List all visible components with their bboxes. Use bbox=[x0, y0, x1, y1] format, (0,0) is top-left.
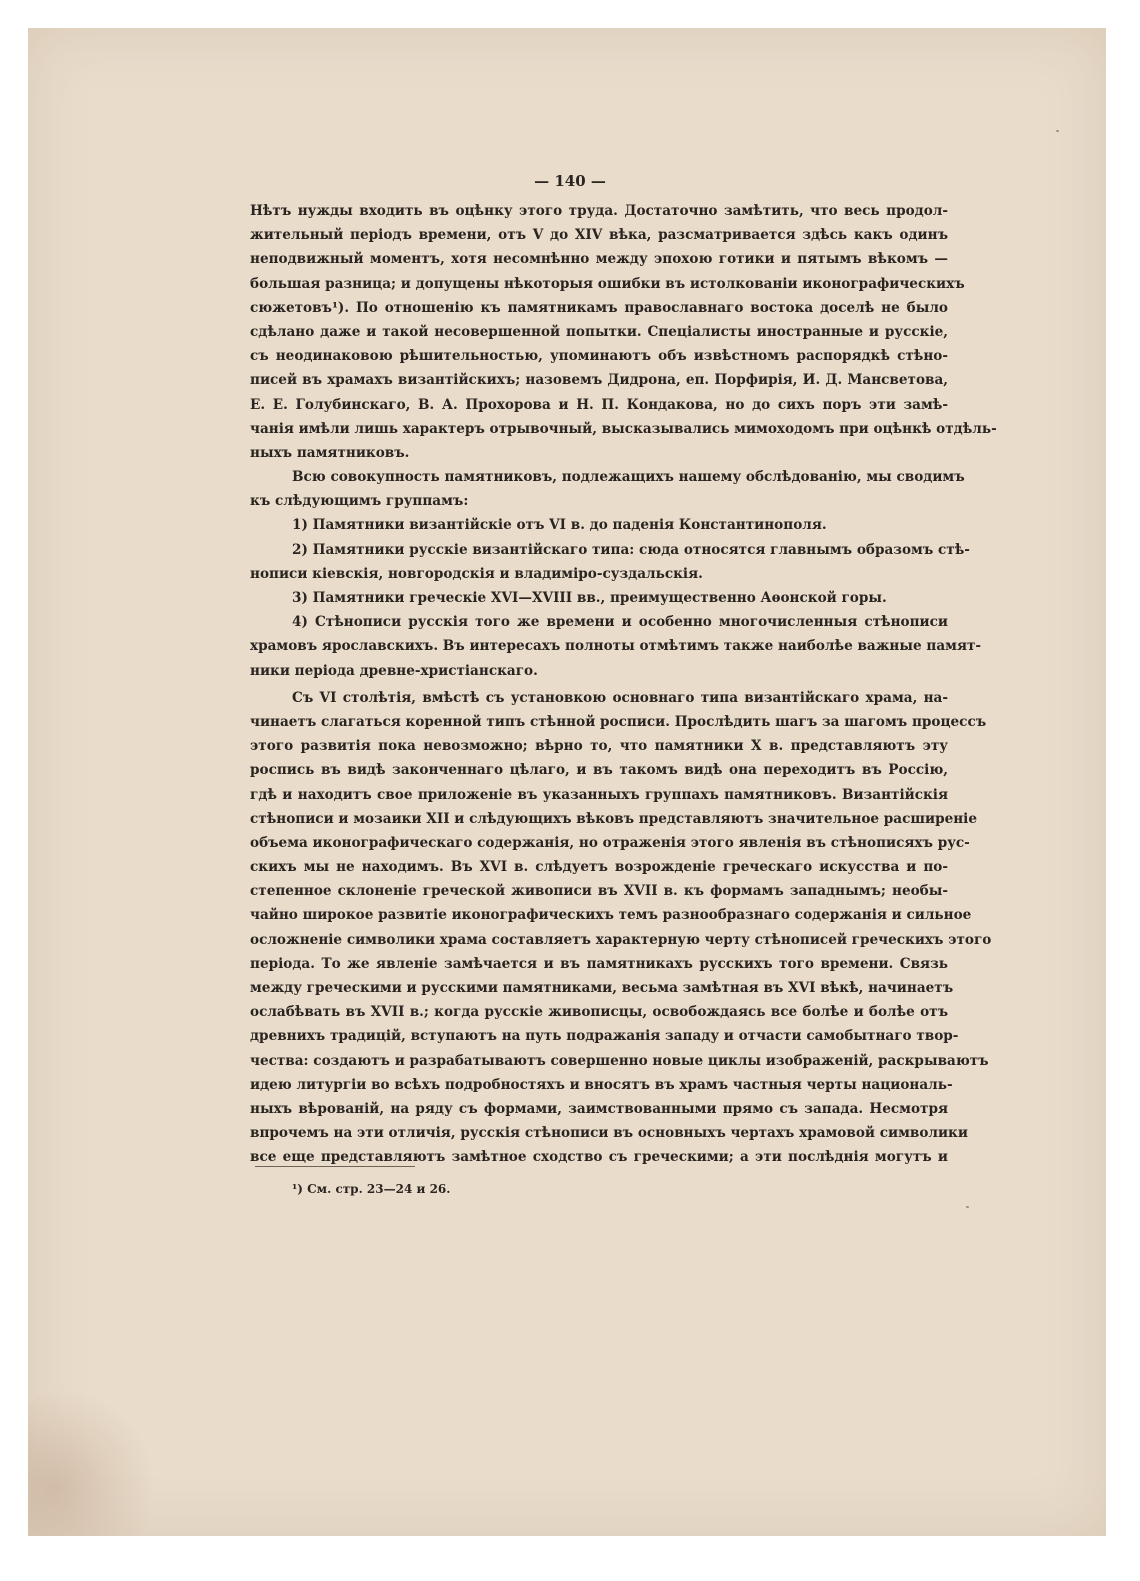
text-line: Всю совокупность памятниковъ, подлежащихъ нашему обслѣдованію, мы сводимъ bbox=[292, 469, 965, 486]
text-line: писей въ храмахъ византійскихъ; назовемъ Дидрона, еп. Порфирія, И. Д. Мансветова, bbox=[250, 372, 948, 389]
text-line: Е. Е. Голубинскаго, В. А. Прохорова и Н. П. Кондакова, но до сихъ поръ эти замѣ- bbox=[250, 396, 948, 413]
footnote: ¹) См. стр. 23—24 и 26. bbox=[292, 1182, 451, 1196]
text-line: 4) Стѣнописи русскія того же времени и особенно многочисленныя стѣнописи bbox=[292, 614, 948, 631]
text-line: идею литургіи во всѣхъ подробностяхъ и вносятъ въ храмъ частныя черты националь- bbox=[250, 1076, 953, 1093]
text-line: все еще представляютъ замѣтное сходство съ греческими; а эти послѣднія могутъ и bbox=[250, 1149, 948, 1166]
text-line: Нѣтъ нужды входить въ оцѣнку этого труда. Достаточно замѣтить, что весь продол- bbox=[250, 203, 948, 219]
text-line: Съ VI столѣтія, вмѣстѣ съ установкою основнаго типа византійскаго храма, на- bbox=[292, 689, 948, 706]
list-item bbox=[250, 513, 948, 537]
text-line: сдѣлано даже и такой несовершенной попытки. Спеціалисты иностранные и русскіе, bbox=[250, 323, 948, 340]
text-line: степенное склоненіе греческой живописи въ XVII в. къ формамъ западнымъ; необы- bbox=[250, 883, 948, 900]
text-line: этого развитія пока невозможно; вѣрно то, что памятники X в. представляютъ эту bbox=[250, 738, 948, 755]
list-item bbox=[250, 538, 970, 586]
paragraph bbox=[250, 199, 997, 465]
text-line: ныхъ памятниковъ. bbox=[250, 444, 410, 461]
footnote-divider bbox=[255, 1166, 415, 1167]
list-item bbox=[250, 610, 982, 683]
text-line: чинаетъ слагаться коренной типъ стѣнной росписи. Прослѣдить шагъ за шагомъ процессъ bbox=[250, 713, 987, 730]
text-line: нописи кіевскія, новгородскія и владиміро-суздальскія. bbox=[250, 565, 703, 582]
text-line: между греческими и русскими памятниками, весьма замѣтная въ XVI вѣкѣ, начинаетъ bbox=[250, 980, 954, 996]
text-line: 3) Памятники греческіе XVI—XVIII вв., преимущественно Аѳонской горы. bbox=[292, 590, 887, 606]
paper-stain bbox=[28, 1388, 158, 1536]
paper-speck bbox=[966, 1206, 969, 1208]
text-line: чанія имѣли лишь характеръ отрывочный, высказывались мимоходомъ при оцѣнкѣ отдѣль- bbox=[250, 420, 997, 437]
paper-speck bbox=[1056, 130, 1059, 132]
paragraph bbox=[250, 686, 992, 1170]
text-line: большая разница; и допущены нѣкоторыя ошибки въ истолкованіи иконографическихъ bbox=[250, 275, 965, 292]
text-line: 1) Памятники византійскіе отъ VI в. до паденія Константинополя. bbox=[292, 517, 827, 534]
text-line: стѣнописи и мозаики XII и слѣдующихъ вѣковъ представляютъ значительное расширеніе bbox=[250, 810, 977, 827]
text-line: періода. То же явленіе замѣчается и въ памятникахъ русскихъ того времени. Связь bbox=[250, 955, 948, 972]
text-line: чайно широкое развитіе иконографическихъ темъ разнообразнаго содержанія и сильное bbox=[250, 907, 972, 924]
text-line: храмовъ ярославскихъ. Въ интересахъ полноты отмѣтимъ также наиболѣе важные памят- bbox=[250, 638, 982, 655]
text-line: неподвижный моментъ, хотя несомнѣнно между эпохою готики и пятымъ вѣкомъ — bbox=[250, 251, 948, 268]
text-line: ослабѣвать въ XVII в.; когда русскіе живописцы, освобождаясь все болѣе и болѣе отъ bbox=[250, 1004, 948, 1021]
body-text bbox=[250, 199, 997, 1170]
text-line: осложненіе символики храма составляетъ характерную черту стѣнописей греческихъ этого bbox=[250, 931, 992, 948]
list-item bbox=[250, 586, 948, 610]
text-line: роспись въ видѣ законченнаго цѣлаго, и въ такомъ видѣ она переходитъ въ Россію, bbox=[250, 762, 948, 779]
text-line: жительный періодъ времени, отъ V до XIV вѣка, разсматривается здѣсь какъ одинъ bbox=[250, 227, 948, 244]
text-line: ныхъ вѣрованій, на ряду съ формами, заимствованными прямо съ запада. Несмотря bbox=[250, 1100, 948, 1117]
text-line: гдѣ и находитъ свое приложеніе въ указанныхъ группахъ памятниковъ. Византійскія bbox=[250, 786, 948, 803]
text-line: скихъ мы не находимъ. Въ XVI в. слѣдуетъ возрожденіе греческаго искусства и по- bbox=[250, 859, 948, 876]
text-line: древнихъ традицій, вступаютъ на путь подражанія западу и отчасти самобытнаго твор- bbox=[250, 1028, 959, 1045]
page-number: — 140 — bbox=[534, 172, 606, 190]
text-line: ники періода древне-христіанскаго. bbox=[250, 662, 538, 679]
paragraph bbox=[250, 465, 965, 513]
text-line: объема иконографическаго содержанія, но отраженія этого явленія въ стѣнописяхъ рус- bbox=[250, 834, 970, 851]
text-line: съ неодинаковою рѣшительностью, упоминаютъ объ извѣстномъ распорядкѣ стѣно- bbox=[250, 348, 948, 365]
text-line: чества: создаютъ и разрабатываютъ совершенно новые циклы изображеній, раскрываютъ bbox=[250, 1052, 989, 1069]
text-line: сюжетовъ¹). По отношенію къ памятникамъ православнаго востока доселѣ не было bbox=[250, 299, 948, 316]
text-line: 2) Памятники русскіе византійскаго типа: сюда относятся главнымъ образомъ стѣ- bbox=[292, 541, 970, 558]
text-line: къ слѣдующимъ группамъ: bbox=[250, 493, 469, 510]
text-line: впрочемъ на эти отличія, русскія стѣнописи въ основныхъ чертахъ храмовой символики bbox=[250, 1125, 968, 1142]
